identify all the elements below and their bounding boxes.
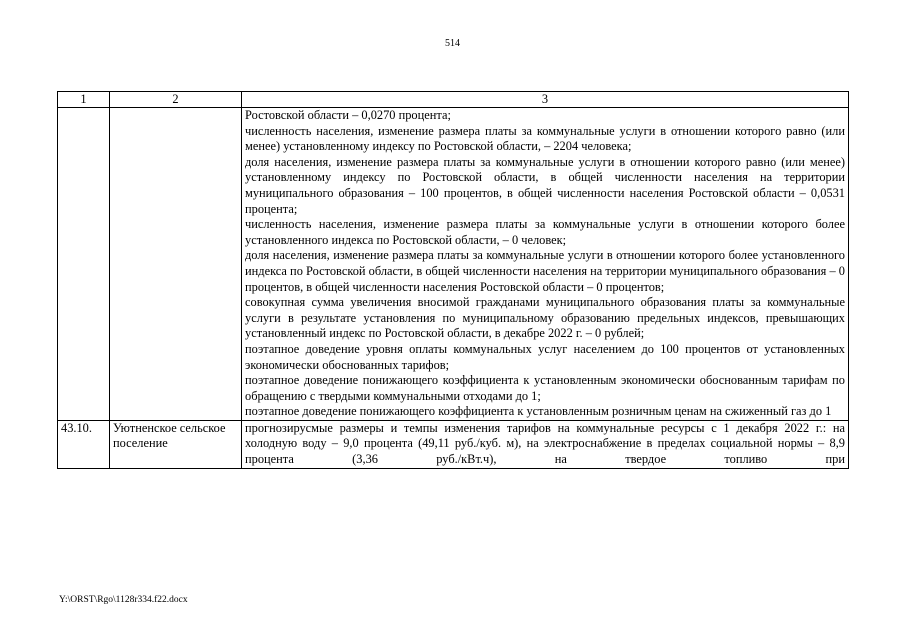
row-number-cell	[58, 108, 110, 421]
paragraph: численность населения, изменение размера платы за коммунальные услуги в отношении которого равно (или менее) установленному индексу по Ростовской области, – 2204 человека;	[245, 123, 845, 154]
header-col-1: 1	[58, 92, 110, 108]
paragraph: поэтапное доведение уровня оплаты коммунальных услуг населением до 100 процентов от установленных экономически обоснованных тарифов;	[245, 341, 845, 372]
paragraph: доля населения, изменение размера платы за коммунальные услуги в отношении которого равно (или менее) установленному индексу по Ростовской области, в общей численности населения на территории муниципального образования – 100 процентов, в общей численности населения Ростовской области – 0,0531 процента;	[245, 154, 845, 216]
document-table	[57, 91, 849, 469]
table-row	[58, 420, 849, 468]
table-header-row	[58, 92, 849, 108]
row-number-cell: 43.10.	[58, 420, 110, 468]
paragraph: численность населения, изменение размера платы за коммунальные услуги в отношении которого более установленного индекса по Ростовской области, – 0 человек;	[245, 217, 845, 247]
row-text-cell	[242, 108, 849, 421]
paragraph: поэтапное доведение понижающего коэффициента к установленным экономически обоснованным тарифам по обращению с твердыми коммунальными отходами до 1;	[245, 373, 845, 403]
header-col-3: 3	[242, 92, 849, 108]
row-name-cell: Уютненское сельское поселение	[110, 420, 242, 468]
file-path-footer: Y:\ORST\Rgo\1128r334.f22.docx	[59, 595, 188, 605]
paragraph: доля населения, изменение размера платы за коммунальные услуги в отношении которого более установленного индекса по Ростовской области, в общей численности населения на территории муниципального образования – 0 процентов, в общей численности населения Ростовской области – 0 процентов;	[245, 248, 845, 294]
paragraph: совокупная сумма увеличения вносимой гражданами муниципального образования платы за коммунальные услуги в результате установления по муниципальному образованию предельных индексов, превышающих установленный индекс по Ростовской области, в декабре 2022 г. – 0 рублей;	[245, 295, 845, 341]
header-col-2: 2	[110, 92, 242, 108]
row-text-cell: прогнозирусмые размеры и темпы изменения тарифов на коммунальные ресурсы с 1 декабря 2022 г.: на холодную воду – 9,0 процента (49,11 руб./куб. м), на электроснабжение в пределах социальной нормы – 8,9 процента (3,36 руб./кВт.ч), на твердое топливо при	[242, 420, 849, 468]
table-row	[58, 108, 849, 421]
page-number: 514	[445, 38, 460, 49]
paragraph: Ростовской области – 0,0270 процента;	[245, 108, 451, 122]
paragraph: поэтапное доведение понижающего коэффициента к установленным розничным ценам на сжиженный газ до 1	[245, 404, 832, 419]
row-name-cell	[110, 108, 242, 421]
